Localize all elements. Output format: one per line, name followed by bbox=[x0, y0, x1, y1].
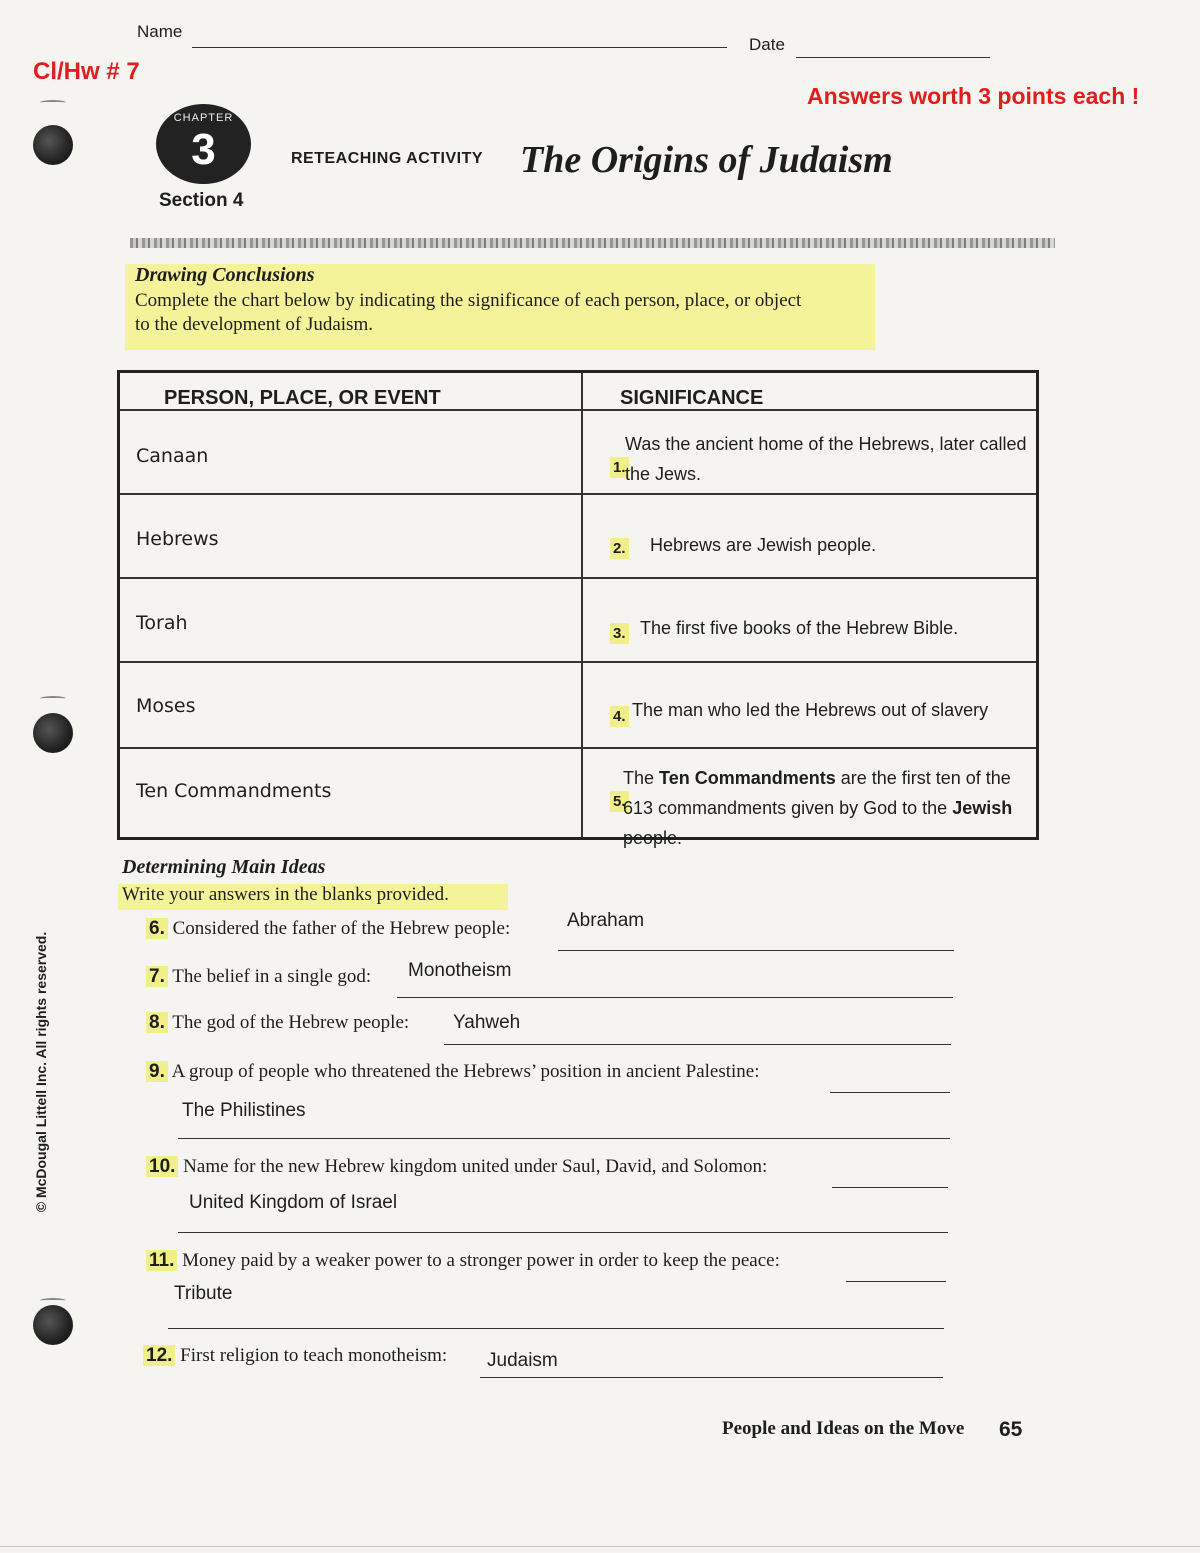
question-number: 11. bbox=[146, 1250, 177, 1271]
question-number: 10. bbox=[146, 1156, 178, 1177]
copyright-notice: © McDougal Littell Inc. All rights reserved. bbox=[33, 931, 49, 1213]
question-11 bbox=[146, 1250, 780, 1272]
chapter-label: CHAPTER bbox=[173, 112, 234, 124]
term-hebrews: Hebrews bbox=[136, 528, 219, 550]
answer-5-part: The bbox=[623, 768, 660, 788]
book-title: People and Ideas on the Move bbox=[722, 1418, 965, 1439]
column-divider bbox=[581, 373, 583, 837]
row-divider bbox=[120, 493, 1036, 495]
question-number: 7. bbox=[146, 966, 168, 987]
decorative-divider bbox=[130, 238, 1055, 248]
col-header-significance: SIGNIFICANCE bbox=[620, 387, 764, 409]
drawing-conclusions-heading: Drawing Conclusions bbox=[135, 264, 315, 286]
col-header-term: PERSON, PLACE, OR EVENT bbox=[164, 387, 441, 409]
answer-number-5: 5. bbox=[610, 791, 629, 812]
main-ideas-heading: Determining Main Ideas bbox=[122, 856, 326, 878]
answer-2[interactable]: Hebrews are Jewish people. bbox=[650, 535, 877, 555]
instructions-line-2: to the development of Judaism. bbox=[135, 314, 373, 335]
answer-12-blank bbox=[480, 1377, 943, 1378]
question-text: Money paid by a weaker power to a stronger power in order to keep the peace: bbox=[182, 1250, 780, 1271]
activity-label: RETEACHING ACTIVITY bbox=[291, 150, 484, 167]
page-bottom-edge bbox=[0, 1546, 1200, 1547]
answer-9[interactable]: The Philistines bbox=[182, 1100, 306, 1121]
answer-10[interactable]: United Kingdom of Israel bbox=[189, 1192, 398, 1213]
answer-3[interactable]: The first five books of the Hebrew Bible. bbox=[640, 618, 959, 638]
answer-4[interactable]: The man who led the Hebrews out of slavery bbox=[632, 700, 989, 720]
answer-7-blank bbox=[397, 997, 953, 998]
question-9 bbox=[146, 1061, 760, 1083]
answer-9-blank-top bbox=[830, 1092, 950, 1093]
answer-8[interactable]: Yahweh bbox=[453, 1012, 521, 1033]
term-ten-commandments: Ten Commandments bbox=[136, 780, 332, 802]
term-canaan: Canaan bbox=[136, 445, 209, 467]
chapter-badge bbox=[156, 104, 251, 184]
question-10 bbox=[146, 1156, 767, 1178]
row-divider bbox=[120, 409, 1036, 411]
hole-mark bbox=[40, 696, 66, 701]
chapter-number: 3 bbox=[191, 125, 216, 174]
answer-number-1: 1. bbox=[610, 457, 629, 478]
answer-5[interactable] bbox=[623, 763, 1028, 853]
answer-6[interactable]: Abraham bbox=[567, 910, 645, 931]
points-note: Answers worth 3 points each ! bbox=[807, 83, 1140, 109]
answer-5-bold-term: Jewish bbox=[952, 798, 1013, 818]
answer-5-bold-term: Ten Commandments bbox=[659, 768, 836, 788]
section-label: Section 4 bbox=[159, 190, 244, 211]
answer-number-3: 3. bbox=[610, 623, 629, 644]
page-number: 65 bbox=[999, 1418, 1023, 1441]
answer-10-blank-top bbox=[832, 1187, 948, 1188]
term-torah: Torah bbox=[136, 612, 188, 634]
binder-hole-middle bbox=[33, 713, 73, 753]
answer-7[interactable]: Monotheism bbox=[408, 960, 512, 981]
answer-5-part: people. bbox=[623, 828, 683, 848]
answer-12[interactable]: Judaism bbox=[487, 1350, 558, 1371]
question-text: The belief in a single god: bbox=[172, 966, 372, 987]
answer-5-part: are the first ten of the 613 commandments given by God to the bbox=[623, 768, 1011, 818]
answer-6-blank bbox=[558, 950, 954, 951]
instructions-line-1: Complete the chart below by indicating the significance of each person, place, or object bbox=[135, 290, 802, 311]
question-6 bbox=[146, 918, 510, 940]
binder-hole-bottom bbox=[33, 1305, 73, 1345]
hole-mark bbox=[40, 100, 66, 105]
answer-number-2: 2. bbox=[610, 538, 629, 559]
hole-mark bbox=[40, 1298, 66, 1303]
main-ideas-instructions: Write your answers in the blanks provided. bbox=[122, 884, 449, 905]
answer-8-blank bbox=[444, 1044, 951, 1045]
date-blank[interactable] bbox=[796, 57, 990, 58]
question-text: Considered the father of the Hebrew people: bbox=[172, 918, 511, 939]
question-number: 12. bbox=[143, 1345, 175, 1366]
answer-11-blank-top bbox=[846, 1281, 946, 1282]
significance-chart bbox=[117, 370, 1039, 848]
class-tag: Cl/Hw # 7 bbox=[33, 58, 140, 85]
answer-11-blank bbox=[168, 1328, 944, 1329]
answer-1[interactable]: Was the ancient home of the Hebrews, later called the Jews. bbox=[625, 434, 1027, 484]
row-divider bbox=[120, 661, 1036, 663]
question-text: Name for the new Hebrew kingdom united under Saul, David, and Solomon: bbox=[183, 1156, 768, 1177]
name-label: Name bbox=[137, 22, 183, 41]
question-number: 8. bbox=[146, 1012, 168, 1033]
answer-number-4: 4. bbox=[610, 706, 629, 727]
question-text: First religion to teach monotheism: bbox=[180, 1345, 448, 1366]
page-title: The Origins of Judaism bbox=[520, 139, 893, 181]
question-text: The god of the Hebrew people: bbox=[172, 1012, 410, 1033]
row-divider bbox=[120, 577, 1036, 579]
binder-hole-top bbox=[33, 125, 73, 165]
question-7 bbox=[146, 966, 371, 988]
answer-10-blank bbox=[178, 1232, 948, 1233]
question-text: A group of people who threatened the Hebrews’ position in ancient Palestine: bbox=[171, 1061, 760, 1082]
answer-11[interactable]: Tribute bbox=[174, 1283, 233, 1304]
question-12 bbox=[143, 1345, 447, 1367]
row-divider bbox=[120, 747, 1036, 749]
question-number: 6. bbox=[146, 918, 168, 939]
question-number: 9. bbox=[146, 1061, 168, 1082]
question-8 bbox=[146, 1012, 409, 1034]
date-label: Date bbox=[749, 35, 785, 54]
name-blank[interactable] bbox=[192, 47, 727, 48]
term-moses: Moses bbox=[136, 695, 196, 717]
answer-9-blank bbox=[178, 1138, 950, 1139]
